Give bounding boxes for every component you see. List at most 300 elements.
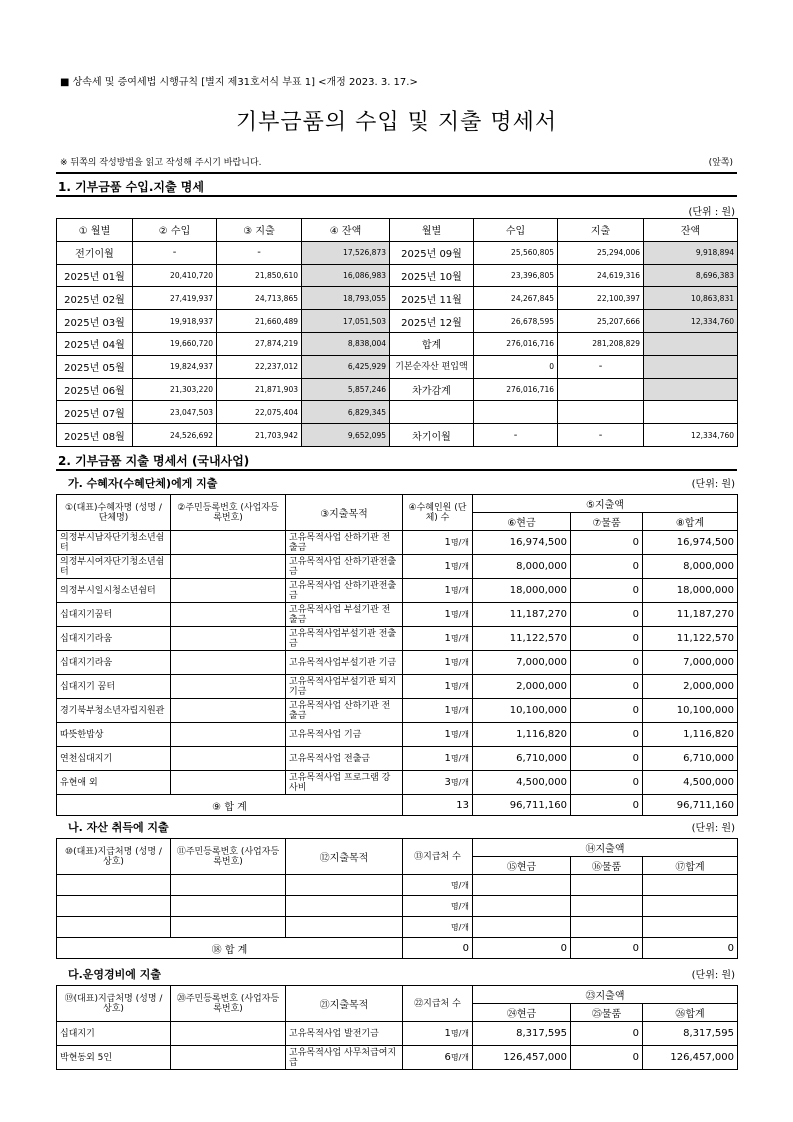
month-cell: 합계 xyxy=(390,332,474,355)
count-cell xyxy=(403,555,473,579)
cash-cell: 18,000,000 xyxy=(473,579,571,603)
count-value: 3 xyxy=(444,777,451,788)
operating-expense-table xyxy=(56,985,738,1070)
income-cell: - xyxy=(474,424,558,447)
recipient-name-cell: 따뜻한밥상 xyxy=(57,723,171,747)
goods-cell: 0 xyxy=(571,603,643,627)
section1-unit: (단위 : 원) xyxy=(688,207,735,218)
expense-cell: 24,713,865 xyxy=(217,287,302,310)
goods-cell: 0 xyxy=(571,627,643,651)
income-cell: 276,016,716 xyxy=(474,378,558,401)
table-row xyxy=(57,241,738,264)
column-header-regno: ⑪주민등록번호 (사업자등록번호) xyxy=(171,839,286,875)
column-header: 수입 xyxy=(474,219,558,242)
goods-cell xyxy=(571,917,643,938)
total-cell: 126,457,000 xyxy=(643,1046,738,1070)
page-side: (앞쪽) xyxy=(708,158,733,168)
expense-cell: 27,874,219 xyxy=(217,332,302,355)
regno-cell xyxy=(171,747,286,771)
balance-cell: 9,918,894 xyxy=(644,241,738,264)
count-unit: 명/개 xyxy=(450,901,469,911)
count-unit: 명/개 xyxy=(450,586,469,595)
month-cell: 기본순자산 편입액 xyxy=(390,355,474,378)
section2-na-title: 나. 자산 취득에 지출 xyxy=(68,821,169,834)
count-unit: 명/개 xyxy=(450,1029,469,1038)
goods-cell: 0 xyxy=(571,723,643,747)
column-header-goods: ⑦물품 xyxy=(571,513,643,531)
column-header-name: ⑲(대표)지급처명 (성명 / 상호) xyxy=(57,986,171,1022)
count-cell xyxy=(403,747,473,771)
count-cell xyxy=(403,627,473,651)
table-header-row xyxy=(57,986,738,1004)
count-unit: 명/개 xyxy=(450,610,469,619)
cash-cell xyxy=(473,875,571,896)
purpose-cell: 고유목적사업 기금 xyxy=(286,723,403,747)
column-header-purpose: ⑫지출목적 xyxy=(286,839,403,875)
income-cell: 23,047,503 xyxy=(133,401,217,424)
count-cell xyxy=(403,896,473,917)
table-row xyxy=(57,378,738,401)
expense-cell: 22,237,012 xyxy=(217,355,302,378)
month-cell: 차기이월 xyxy=(390,424,474,447)
column-header-count: ㉒지급처 수 xyxy=(403,986,473,1022)
section2-title: 2. 기부금품 지출 명세서 (국내사업) xyxy=(58,454,250,468)
total-goods: 0 xyxy=(571,795,643,816)
count-cell xyxy=(403,603,473,627)
total-count: 13 xyxy=(403,795,473,816)
table-row xyxy=(57,287,738,310)
recipient-name-cell: 경기북부청소년자립지원관 xyxy=(57,699,171,723)
balance-cell: 10,863,831 xyxy=(644,287,738,310)
column-header-cash: ⑮현금 xyxy=(473,857,571,875)
goods-cell: 0 xyxy=(571,675,643,699)
column-header-regno: ⑳주민등록번호 (사업자등록번호) xyxy=(171,986,286,1022)
section2-ga-unit: (단위: 원) xyxy=(691,479,735,490)
column-header-purpose: ㉑지출목적 xyxy=(286,986,403,1022)
count-cell xyxy=(403,699,473,723)
regno-cell xyxy=(171,555,286,579)
month-cell: 2025년 06월 xyxy=(57,378,133,401)
purpose-cell: 고유목적사업 산하기관 전출금 xyxy=(286,699,403,723)
balance-cell: 12,334,760 xyxy=(644,310,738,333)
recipient-name-cell xyxy=(57,917,171,938)
table-row xyxy=(57,675,738,699)
balance-cell xyxy=(644,401,738,424)
count-cell xyxy=(403,917,473,938)
income-cell: 19,824,937 xyxy=(133,355,217,378)
income-cell: 21,303,220 xyxy=(133,378,217,401)
total-cell: 11,187,270 xyxy=(643,603,738,627)
column-header-name: ⑩(대표)지급처명 (성명 / 상호) xyxy=(57,839,171,875)
recipient-name-cell: 십대지기 xyxy=(57,1022,171,1046)
total-cell: 11,122,570 xyxy=(643,627,738,651)
cash-cell: 2,000,000 xyxy=(473,675,571,699)
column-header: 월별 xyxy=(390,219,474,242)
purpose-cell xyxy=(286,917,403,938)
column-header-amount: ㉓지출액 xyxy=(473,986,738,1004)
table-row xyxy=(57,355,738,378)
income-cell: 0 xyxy=(474,355,558,378)
section2-da-title: 다.운영경비에 지출 xyxy=(68,968,162,981)
purpose-cell: 고유목적사업 부설기관 전출금 xyxy=(286,603,403,627)
table-header-row xyxy=(57,839,738,857)
goods-cell: 0 xyxy=(571,771,643,795)
month-cell: 2025년 03월 xyxy=(57,310,133,333)
recipient-name-cell: 십대지기꿈터 xyxy=(57,603,171,627)
recipient-name-cell: 의정부시일시청소년쉼터 xyxy=(57,579,171,603)
cash-cell: 11,122,570 xyxy=(473,627,571,651)
recipient-name-cell xyxy=(57,896,171,917)
count-unit: 명/개 xyxy=(450,706,469,715)
regno-cell xyxy=(171,651,286,675)
income-cell: 19,918,937 xyxy=(133,310,217,333)
regno-cell xyxy=(171,723,286,747)
purpose-cell: 고유목적사업부설기관 퇴지기금 xyxy=(286,675,403,699)
income-cell: 26,678,595 xyxy=(474,310,558,333)
table-row xyxy=(57,896,738,917)
balance-cell: 5,857,246 xyxy=(302,378,390,401)
column-header: ① 월별 xyxy=(57,219,133,242)
total-cell xyxy=(643,917,738,938)
purpose-cell: 고유목적사업 산하기관전출금 xyxy=(286,555,403,579)
count-unit: 명/개 xyxy=(450,778,469,787)
total-count: 0 xyxy=(403,938,473,959)
count-cell xyxy=(403,1046,473,1070)
table-row xyxy=(57,723,738,747)
column-header-amount: ⑤지출액 xyxy=(473,495,738,513)
table-row xyxy=(57,1046,738,1070)
law-reference: ■ 상속세 및 증여세법 시행규칙 [별지 제31호서식 부표 1] <개정 2023. 3. 17.> xyxy=(60,77,418,88)
count-cell xyxy=(403,675,473,699)
column-header-cash: ㉔현금 xyxy=(473,1004,571,1022)
count-unit: 명/개 xyxy=(450,634,469,643)
month-cell: 차가감계 xyxy=(390,378,474,401)
goods-cell xyxy=(571,875,643,896)
count-value: 1 xyxy=(444,537,451,548)
total-row xyxy=(57,938,738,959)
cash-cell: 8,317,595 xyxy=(473,1022,571,1046)
table-row xyxy=(57,747,738,771)
cash-cell: 4,500,000 xyxy=(473,771,571,795)
income-cell: 24,526,692 xyxy=(133,424,217,447)
goods-cell: 0 xyxy=(571,579,643,603)
regno-cell xyxy=(171,917,286,938)
total-cell: 18,000,000 xyxy=(643,579,738,603)
month-cell: 2025년 12월 xyxy=(390,310,474,333)
column-header-total: ⑰합계 xyxy=(643,857,738,875)
table-row xyxy=(57,332,738,355)
column-header-cash: ⑥현금 xyxy=(473,513,571,531)
count-cell xyxy=(403,723,473,747)
count-cell xyxy=(403,651,473,675)
column-header-count: ⑬지급처 수 xyxy=(403,839,473,875)
total-cell: 16,974,500 xyxy=(643,531,738,555)
total-cell: 1,116,820 xyxy=(643,723,738,747)
count-value: 1 xyxy=(444,1028,451,1039)
table-header-row xyxy=(57,219,738,242)
recipient-name-cell: 유현애 외 xyxy=(57,771,171,795)
balance-cell: 12,334,760 xyxy=(644,424,738,447)
income-cell: 27,419,937 xyxy=(133,287,217,310)
table-row xyxy=(57,627,738,651)
goods-cell: 0 xyxy=(571,1022,643,1046)
column-header-count: ④수혜인원 (단체) 수 xyxy=(403,495,473,531)
balance-cell: 18,793,055 xyxy=(302,287,390,310)
month-cell: 2025년 10월 xyxy=(390,264,474,287)
column-header: 지출 xyxy=(558,219,644,242)
purpose-cell xyxy=(286,875,403,896)
table-row xyxy=(57,310,738,333)
count-unit: 명/개 xyxy=(450,682,469,691)
purpose-cell: 고유목적사업 산하기관 전출금 xyxy=(286,531,403,555)
cash-cell: 8,000,000 xyxy=(473,555,571,579)
column-header-name: ①(대표)수혜자명 (성명 / 단체명) xyxy=(57,495,171,531)
table-row xyxy=(57,264,738,287)
expense-cell: 21,703,942 xyxy=(217,424,302,447)
month-cell: 2025년 01월 xyxy=(57,264,133,287)
expense-cell: - xyxy=(217,241,302,264)
table-row xyxy=(57,555,738,579)
income-cell: 276,016,716 xyxy=(474,332,558,355)
purpose-cell: 고유목적사업부설기관 기금 xyxy=(286,651,403,675)
count-unit: 명/개 xyxy=(450,562,469,571)
month-cell: 2025년 11월 xyxy=(390,287,474,310)
regno-cell xyxy=(171,875,286,896)
total-cell: 8,000,000 xyxy=(643,555,738,579)
count-cell xyxy=(403,1022,473,1046)
column-header: ④ 잔액 xyxy=(302,219,390,242)
expense-cell: 21,660,489 xyxy=(217,310,302,333)
section2-ga-title: 가. 수혜자(수혜단체)에게 지출 xyxy=(68,477,218,490)
total-cash: 0 xyxy=(473,938,571,959)
balance-cell xyxy=(644,355,738,378)
balance-cell: 17,526,873 xyxy=(302,241,390,264)
purpose-cell: 고유목적사업 발전기금 xyxy=(286,1022,403,1046)
total-cell: 8,317,595 xyxy=(643,1022,738,1046)
total-cell xyxy=(643,896,738,917)
goods-cell: 0 xyxy=(571,699,643,723)
total-label: ⑱ 합 계 xyxy=(57,938,403,959)
page-title: 기부금품의 수입 및 지출 명세서 xyxy=(235,110,558,135)
table-row xyxy=(57,771,738,795)
balance-cell: 6,829,345 xyxy=(302,401,390,424)
regno-cell xyxy=(171,771,286,795)
total-cell: 10,100,000 xyxy=(643,699,738,723)
count-value: 1 xyxy=(444,633,451,644)
asset-expense-table xyxy=(56,838,738,959)
recipient-name-cell: 의정부시여자단기청소년쉼터 xyxy=(57,555,171,579)
balance-cell: 8,838,004 xyxy=(302,332,390,355)
count-cell xyxy=(403,771,473,795)
column-header-total: ㉖합계 xyxy=(643,1004,738,1022)
table-row xyxy=(57,603,738,627)
month-cell xyxy=(390,401,474,424)
month-cell: 2025년 08월 xyxy=(57,424,133,447)
count-value: 1 xyxy=(444,609,451,620)
month-cell: 전기이월 xyxy=(57,241,133,264)
count-unit: 명/개 xyxy=(450,880,469,890)
month-cell: 2025년 09월 xyxy=(390,241,474,264)
total-goods: 0 xyxy=(571,938,643,959)
expense-cell xyxy=(558,401,644,424)
income-cell xyxy=(474,401,558,424)
table-row xyxy=(57,875,738,896)
income-cell: 24,267,845 xyxy=(474,287,558,310)
cash-cell: 7,000,000 xyxy=(473,651,571,675)
expense-cell: 25,294,006 xyxy=(558,241,644,264)
total-cell xyxy=(643,875,738,896)
cash-cell: 11,187,270 xyxy=(473,603,571,627)
column-header-total: ⑧합계 xyxy=(643,513,738,531)
count-value: 1 xyxy=(444,729,451,740)
table-row xyxy=(57,651,738,675)
balance-cell: 17,051,503 xyxy=(302,310,390,333)
purpose-cell: 고유목적사업 사무처급여지급 xyxy=(286,1046,403,1070)
purpose-cell: 고유목적사업 산하기관전출금 xyxy=(286,579,403,603)
month-cell: 2025년 04월 xyxy=(57,332,133,355)
column-header: ② 수입 xyxy=(133,219,217,242)
count-unit: 명/개 xyxy=(450,1053,469,1062)
recipient-name-cell: 박현동외 5인 xyxy=(57,1046,171,1070)
column-header: ③ 지출 xyxy=(217,219,302,242)
section2-da-unit: (단위: 원) xyxy=(691,970,735,981)
count-cell xyxy=(403,579,473,603)
goods-cell: 0 xyxy=(571,555,643,579)
cash-cell: 126,457,000 xyxy=(473,1046,571,1070)
expense-cell: 22,100,397 xyxy=(558,287,644,310)
cash-cell: 6,710,000 xyxy=(473,747,571,771)
count-unit: 명/개 xyxy=(450,658,469,667)
balance-cell xyxy=(644,378,738,401)
total-cell: 6,710,000 xyxy=(643,747,738,771)
column-header: 잔액 xyxy=(644,219,738,242)
balance-cell: 6,425,929 xyxy=(302,355,390,378)
regno-cell xyxy=(171,627,286,651)
count-unit: 명/개 xyxy=(450,538,469,547)
recipient-name-cell: 의정부시남자단기청소년쉼터 xyxy=(57,531,171,555)
count-value: 1 xyxy=(444,561,451,572)
column-header-regno: ②주민등록번호 (사업자등록번호) xyxy=(171,495,286,531)
purpose-cell xyxy=(286,896,403,917)
count-value: 1 xyxy=(444,681,451,692)
income-cell: 19,660,720 xyxy=(133,332,217,355)
month-cell: 2025년 05월 xyxy=(57,355,133,378)
recipient-name-cell: 십대지기라움 xyxy=(57,651,171,675)
regno-cell xyxy=(171,579,286,603)
count-value: 1 xyxy=(444,657,451,668)
expense-cell: 21,871,903 xyxy=(217,378,302,401)
income-cell: 23,396,805 xyxy=(474,264,558,287)
total-cell: 7,000,000 xyxy=(643,651,738,675)
regno-cell xyxy=(171,675,286,699)
total-row xyxy=(57,795,738,816)
regno-cell xyxy=(171,699,286,723)
month-cell: 2025년 07월 xyxy=(57,401,133,424)
divider xyxy=(56,172,737,174)
purpose-cell: 고유목적사업 프로그램 강사비 xyxy=(286,771,403,795)
column-header-goods: ㉕물품 xyxy=(571,1004,643,1022)
table-row xyxy=(57,401,738,424)
total-cell: 4,500,000 xyxy=(643,771,738,795)
expense-cell: 21,850,610 xyxy=(217,264,302,287)
regno-cell xyxy=(171,896,286,917)
income-cell: 20,410,720 xyxy=(133,264,217,287)
total-cell: 2,000,000 xyxy=(643,675,738,699)
table-row xyxy=(57,1022,738,1046)
column-header-amount: ⑭지출액 xyxy=(473,839,738,857)
table-row xyxy=(57,917,738,938)
balance-cell: 16,086,983 xyxy=(302,264,390,287)
recipient-name-cell: 십대지기라움 xyxy=(57,627,171,651)
section2-na-unit: (단위: 원) xyxy=(691,823,735,834)
count-value: 6 xyxy=(444,1052,451,1063)
total-amount: 96,711,160 xyxy=(643,795,738,816)
cash-cell xyxy=(473,896,571,917)
recipient-name-cell: 연천십대지기 xyxy=(57,747,171,771)
column-header-goods: ⑯물품 xyxy=(571,857,643,875)
column-header-purpose: ③지출목적 xyxy=(286,495,403,531)
expense-cell: 281,208,829 xyxy=(558,332,644,355)
count-unit: 명/개 xyxy=(450,730,469,739)
count-unit: 명/개 xyxy=(450,922,469,932)
goods-cell xyxy=(571,896,643,917)
expense-cell: - xyxy=(558,355,644,378)
count-value: 1 xyxy=(444,585,451,596)
goods-cell: 0 xyxy=(571,1046,643,1070)
count-cell xyxy=(403,531,473,555)
count-cell xyxy=(403,875,473,896)
cash-cell xyxy=(473,917,571,938)
expense-cell xyxy=(558,378,644,401)
regno-cell xyxy=(171,603,286,627)
recipient-name-cell: 십대지기 꿈터 xyxy=(57,675,171,699)
cash-cell: 1,116,820 xyxy=(473,723,571,747)
total-cash: 96,711,160 xyxy=(473,795,571,816)
expense-cell: 25,207,666 xyxy=(558,310,644,333)
recipient-name-cell xyxy=(57,875,171,896)
table-row xyxy=(57,579,738,603)
beneficiary-expense-table xyxy=(56,494,738,816)
count-value: 1 xyxy=(444,753,451,764)
regno-cell xyxy=(171,1046,286,1070)
section1-title: 1. 기부금품 수입.지출 명세 xyxy=(58,180,204,194)
balance-cell: 8,696,383 xyxy=(644,264,738,287)
income-cell: 25,560,805 xyxy=(474,241,558,264)
total-amount: 0 xyxy=(643,938,738,959)
notice-text: ※ 뒤쪽의 작성방법을 읽고 작성해 주시기 바랍니다. xyxy=(60,158,262,168)
cash-cell: 16,974,500 xyxy=(473,531,571,555)
goods-cell: 0 xyxy=(571,747,643,771)
regno-cell xyxy=(171,531,286,555)
cash-cell: 10,100,000 xyxy=(473,699,571,723)
count-value: 1 xyxy=(444,705,451,716)
expense-cell: - xyxy=(558,424,644,447)
income-cell: - xyxy=(133,241,217,264)
regno-cell xyxy=(171,1022,286,1046)
goods-cell: 0 xyxy=(571,531,643,555)
month-cell: 2025년 02월 xyxy=(57,287,133,310)
balance-cell xyxy=(644,332,738,355)
expense-cell: 24,619,316 xyxy=(558,264,644,287)
table-row xyxy=(57,424,738,447)
table-header-row xyxy=(57,495,738,513)
purpose-cell: 고유목적사업 전출금 xyxy=(286,747,403,771)
purpose-cell: 고유목적사업부설기관 전출금 xyxy=(286,627,403,651)
count-unit: 명/개 xyxy=(450,754,469,763)
balance-cell: 9,652,095 xyxy=(302,424,390,447)
table-row xyxy=(57,699,738,723)
goods-cell: 0 xyxy=(571,651,643,675)
